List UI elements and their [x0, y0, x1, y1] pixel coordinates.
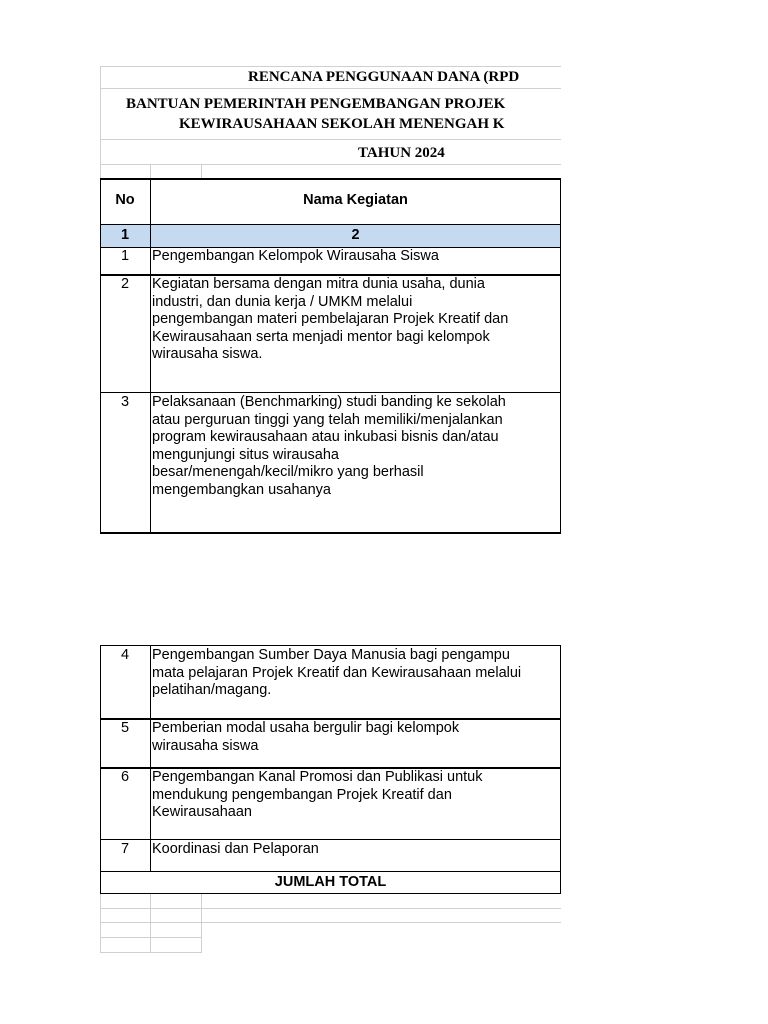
row-1-no: 1: [120, 248, 130, 264]
row-3-no: 3: [120, 394, 130, 410]
table-border: [100, 767, 561, 769]
row-6-no: 6: [120, 769, 130, 785]
document-subtitle-line2: KEWIRAUSAHAAN SEKOLAH MENENGAH K: [179, 116, 505, 132]
gridline: [100, 88, 561, 89]
table-border: [100, 178, 101, 534]
gridline: [100, 66, 101, 179]
column-header-no: No: [115, 192, 135, 208]
table-border: [100, 392, 561, 393]
table-border: [100, 718, 561, 720]
gridline: [150, 894, 151, 953]
table-border: [100, 224, 561, 225]
gridline: [100, 922, 561, 923]
total-label: JUMLAH TOTAL: [274, 874, 387, 890]
row-6-name: Pengembangan Kanal Promosi dan Publikasi untuk mendukung pengembangan Projek Kreatif dan Kewirausahaan: [152, 769, 483, 820]
table-border: [100, 871, 561, 872]
gridline: [100, 66, 561, 67]
gridline: [150, 164, 151, 179]
row-4-no: 4: [120, 647, 130, 663]
gridline: [100, 894, 101, 953]
table-border: [100, 893, 561, 894]
table-border: [100, 839, 561, 840]
gridline: [201, 894, 202, 953]
row-1-name: Pengembangan Kelompok Wirausaha Siswa: [152, 248, 439, 264]
table-border: [100, 645, 561, 646]
document-year: TAHUN 2024: [358, 145, 445, 161]
column-header-name: Nama Kegiatan: [303, 192, 408, 208]
row-2-no: 2: [120, 276, 130, 292]
row-7-name: Koordinasi dan Pelaporan: [152, 841, 319, 857]
table-border: [150, 645, 151, 872]
table-border: [150, 178, 151, 534]
table-border: [100, 645, 101, 894]
table-border: [100, 532, 561, 534]
table-border: [100, 247, 561, 248]
row-3-name: Pelaksanaan (Benchmarking) studi banding ke sekolah atau perguruan tinggi yang telah memiliki/menjalankan program kewirausahaan atau inkubasi bisnis dan/atau mengunjungi situs wirausaha besar/menengah/kecil/mikro yang berhasil mengembangkan usahanya: [152, 394, 506, 498]
table-border: [560, 178, 561, 534]
table-border: [100, 274, 561, 276]
numbering-name: 2: [351, 227, 360, 243]
numbering-no: 1: [120, 227, 130, 243]
row-2-name: Kegiatan bersama dengan mitra dunia usaha, dunia industri, dan dunia kerja / UMKM melalui pengembangan materi pembelajaran Projek Kreatif dan Kewirausahaan serta menjadi mentor bagi kelompok wirausaha siswa.: [152, 276, 509, 362]
row-5-name: Pemberian modal usaha bergulir bagi kelompok wirausaha siswa: [152, 720, 460, 754]
gridline: [100, 908, 561, 909]
row-5-no: 5: [120, 720, 130, 736]
table-border: [100, 178, 561, 180]
row-7-no: 7: [120, 841, 130, 857]
document-subtitle-line1: BANTUAN PEMERINTAH PENGEMBANGAN PROJEK: [126, 96, 506, 112]
gridline: [100, 139, 561, 140]
gridline: [100, 164, 561, 165]
row-4-name: Pengembangan Sumber Daya Manusia bagi pengampu mata pelajaran Projek Kreatif dan Kewirausahaan melalui pelatihan/magang.: [152, 647, 522, 698]
table-border: [560, 645, 561, 894]
gridline: [201, 164, 202, 179]
document-title: RENCANA PENGGUNAAN DANA (RPD: [248, 69, 520, 85]
